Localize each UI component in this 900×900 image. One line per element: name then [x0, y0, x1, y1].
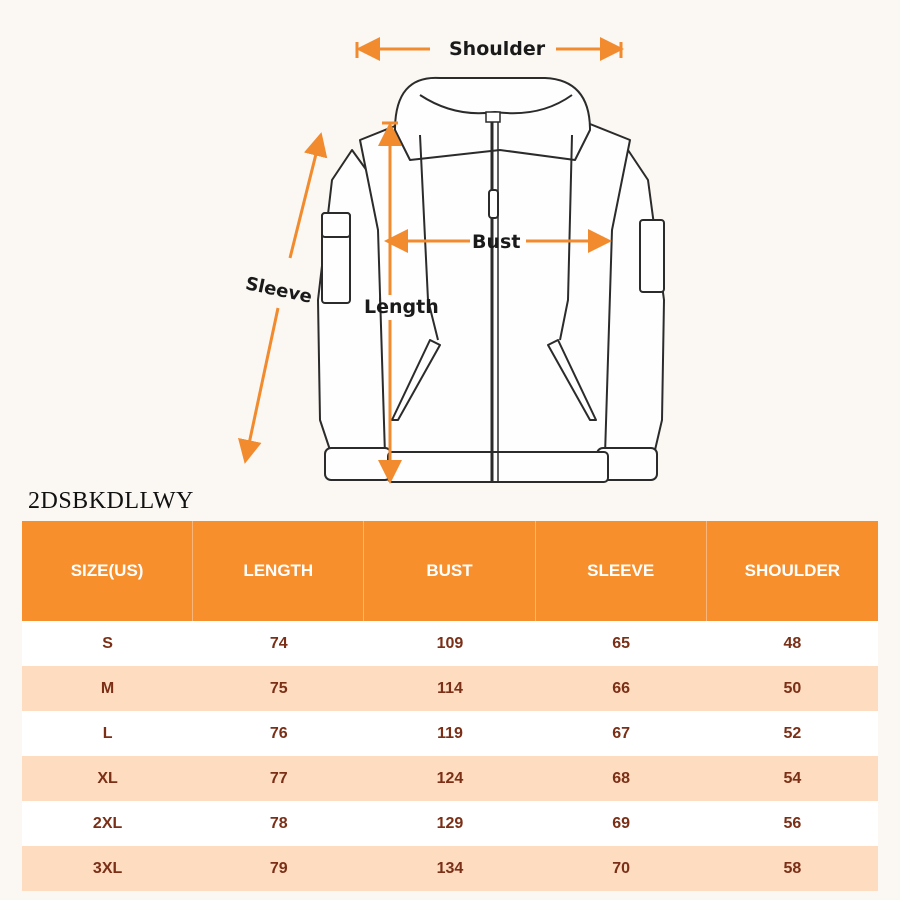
cell-size: M [22, 666, 193, 711]
table-row [22, 846, 878, 891]
cell-shoulder: 58 [707, 846, 878, 891]
cell-sleeve: 66 [536, 666, 707, 711]
cell-bust: 114 [364, 666, 535, 711]
length-label: Length [364, 296, 439, 318]
cell-bust: 109 [364, 621, 535, 666]
cell-size: 2XL [22, 801, 193, 846]
sleeve-label: Sleeve [243, 273, 314, 308]
shoulder-label: Shoulder [449, 38, 546, 60]
cell-shoulder: 54 [707, 756, 878, 801]
cell-length: 76 [193, 711, 364, 756]
cell-bust: 119 [364, 711, 535, 756]
cell-sleeve: 69 [536, 801, 707, 846]
cell-length: 77 [193, 756, 364, 801]
col-header-sleeve: SLEEVE [536, 521, 707, 621]
col-header-bust: BUST [364, 521, 535, 621]
sleeve-arrow-top [290, 138, 320, 258]
cell-sleeve: 70 [536, 846, 707, 891]
col-header-shoulder: SHOULDER [707, 521, 878, 621]
cell-sleeve: 65 [536, 621, 707, 666]
col-header-length: LENGTH [193, 521, 364, 621]
sleeve-arrow-bottom [246, 308, 278, 458]
cell-size: XL [22, 756, 193, 801]
size-chart-table [22, 521, 878, 891]
table-header-row [22, 521, 878, 621]
cell-sleeve: 68 [536, 756, 707, 801]
table-row [22, 711, 878, 756]
table-row [22, 666, 878, 711]
cell-shoulder: 52 [707, 711, 878, 756]
cell-bust: 134 [364, 846, 535, 891]
table-row [22, 801, 878, 846]
cell-bust: 124 [364, 756, 535, 801]
arm-zip-pocket [640, 220, 664, 292]
cell-shoulder: 56 [707, 801, 878, 846]
cell-shoulder: 48 [707, 621, 878, 666]
cell-length: 74 [193, 621, 364, 666]
cell-length: 78 [193, 801, 364, 846]
cell-bust: 129 [364, 801, 535, 846]
left-cuff [325, 448, 391, 480]
cell-size: S [22, 621, 193, 666]
product-code: 2DSBKDLLWY [28, 488, 194, 514]
bust-label: Bust [472, 231, 521, 253]
cell-size: 3XL [22, 846, 193, 891]
cell-size: L [22, 711, 193, 756]
col-header-size: SIZE(US) [22, 521, 193, 621]
table-row [22, 756, 878, 801]
cell-length: 79 [193, 846, 364, 891]
cell-sleeve: 67 [536, 711, 707, 756]
cell-length: 75 [193, 666, 364, 711]
table-row [22, 621, 878, 666]
cell-shoulder: 50 [707, 666, 878, 711]
